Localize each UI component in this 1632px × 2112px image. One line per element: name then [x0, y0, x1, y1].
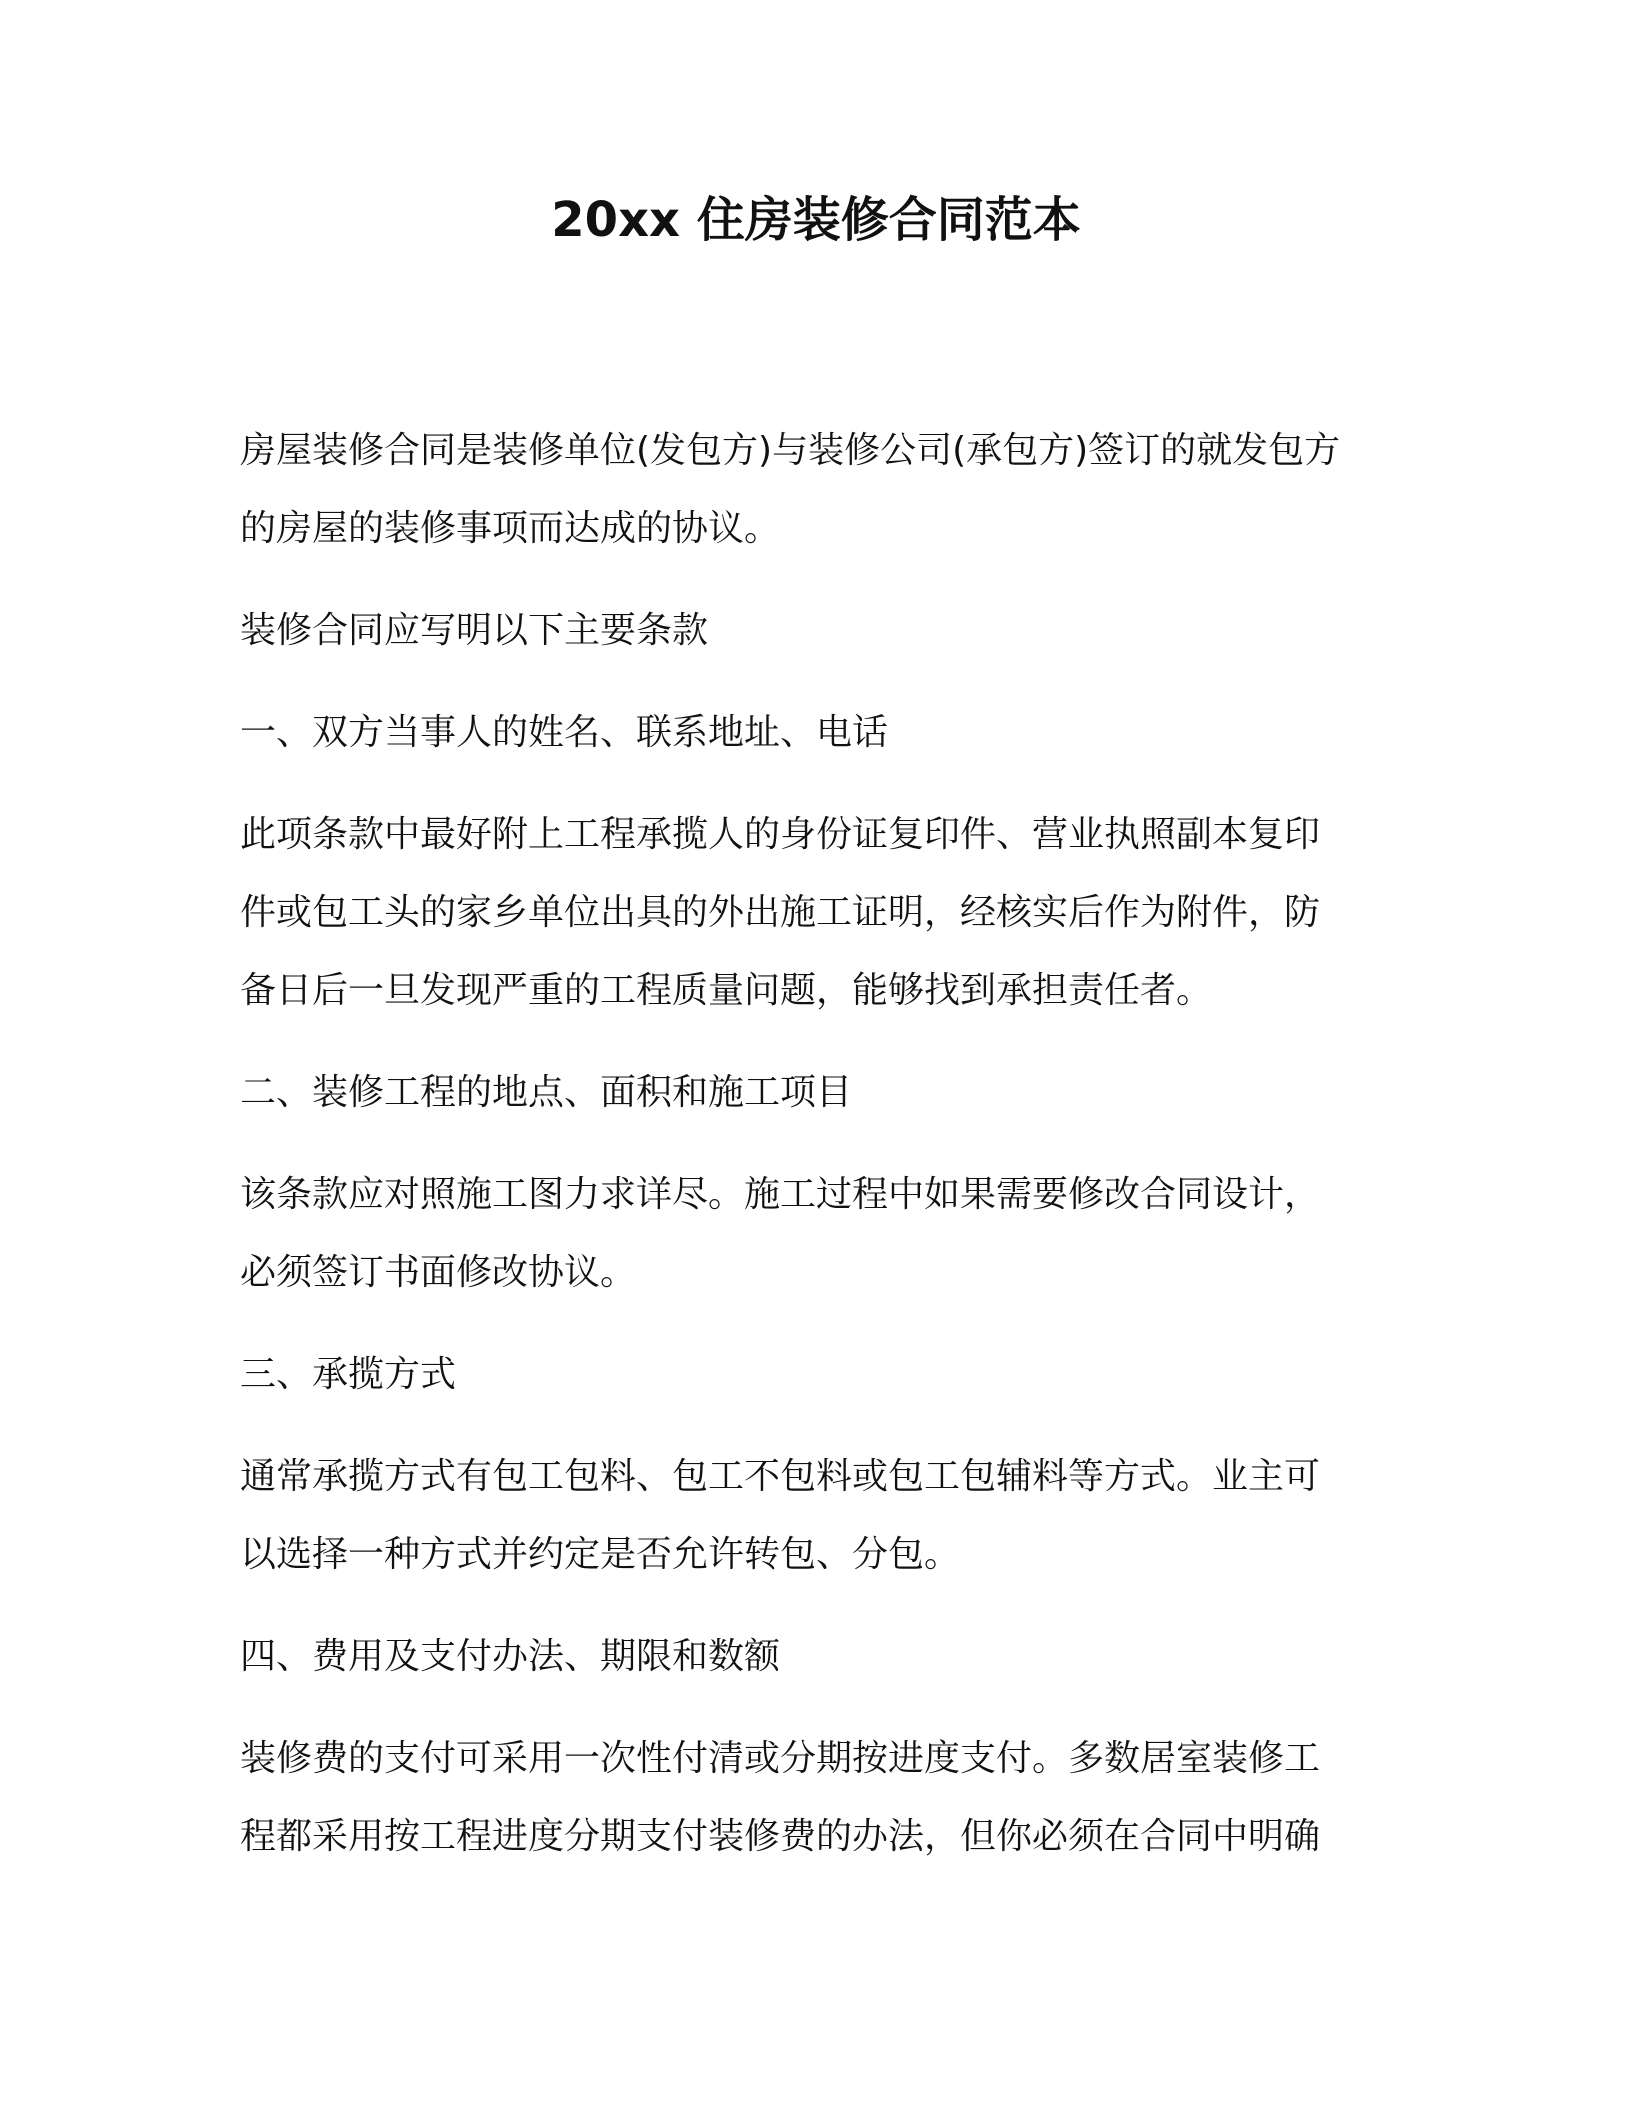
- section-heading-2: [240, 1054, 1390, 1132]
- section-heading-3: [240, 1336, 1390, 1414]
- section-heading-4: [240, 1618, 1390, 1696]
- section-heading-1: [240, 694, 1390, 772]
- text-line: 程都采用按工程进度分期支付装修费的办法，但你必须在合同中明确: [240, 1816, 1321, 1857]
- text-line: 二、装修工程的地点、面积和施工项目: [240, 1072, 853, 1113]
- text-line: 一、双方当事人的姓名、联系地址、电话: [240, 712, 889, 753]
- text-line: 此项条款中最好附上工程承揽人的身份证复印件、营业执照副本复印: [240, 814, 1321, 855]
- text-line: 装修合同应写明以下主要条款: [240, 610, 709, 651]
- paragraph-section-1: [240, 796, 1390, 1030]
- text-line: 四、费用及支付办法、期限和数额: [240, 1636, 781, 1677]
- document-body: [240, 412, 1390, 1900]
- paragraph-section-4: [240, 1720, 1390, 1876]
- text-line: 三、承揽方式: [240, 1354, 457, 1395]
- paragraph-clauses-lead: [240, 592, 1390, 670]
- text-line: 房屋装修合同是装修单位(发包方)与装修公司(承包方)签订的就发包方: [240, 430, 1341, 471]
- text-line: 该条款应对照施工图力求详尽。施工过程中如果需要修改合同设计，: [240, 1174, 1321, 1215]
- text-line: 件或包工头的家乡单位出具的外出施工证明，经核实后作为附件，防: [240, 892, 1321, 933]
- paragraph-section-3: [240, 1438, 1390, 1594]
- paragraph-section-2: [240, 1156, 1390, 1312]
- paragraph-intro: [240, 412, 1390, 568]
- text-line: 通常承揽方式有包工包料、包工不包料或包工包辅料等方式。业主可: [240, 1456, 1321, 1497]
- text-line: 备日后一旦发现严重的工程质量问题，能够找到承担责任者。: [240, 970, 1213, 1011]
- text-line: 以选择一种方式并约定是否允许转包、分包。: [240, 1534, 961, 1575]
- text-line: 必须签订书面修改协议。: [240, 1252, 637, 1293]
- text-line: 的房屋的装修事项而达成的协议。: [240, 508, 781, 549]
- text-line: 装修费的支付可采用一次性付清或分期按进度支付。多数居室装修工: [240, 1738, 1321, 1779]
- document-title: 20xx 住房装修合同范本: [551, 192, 1081, 248]
